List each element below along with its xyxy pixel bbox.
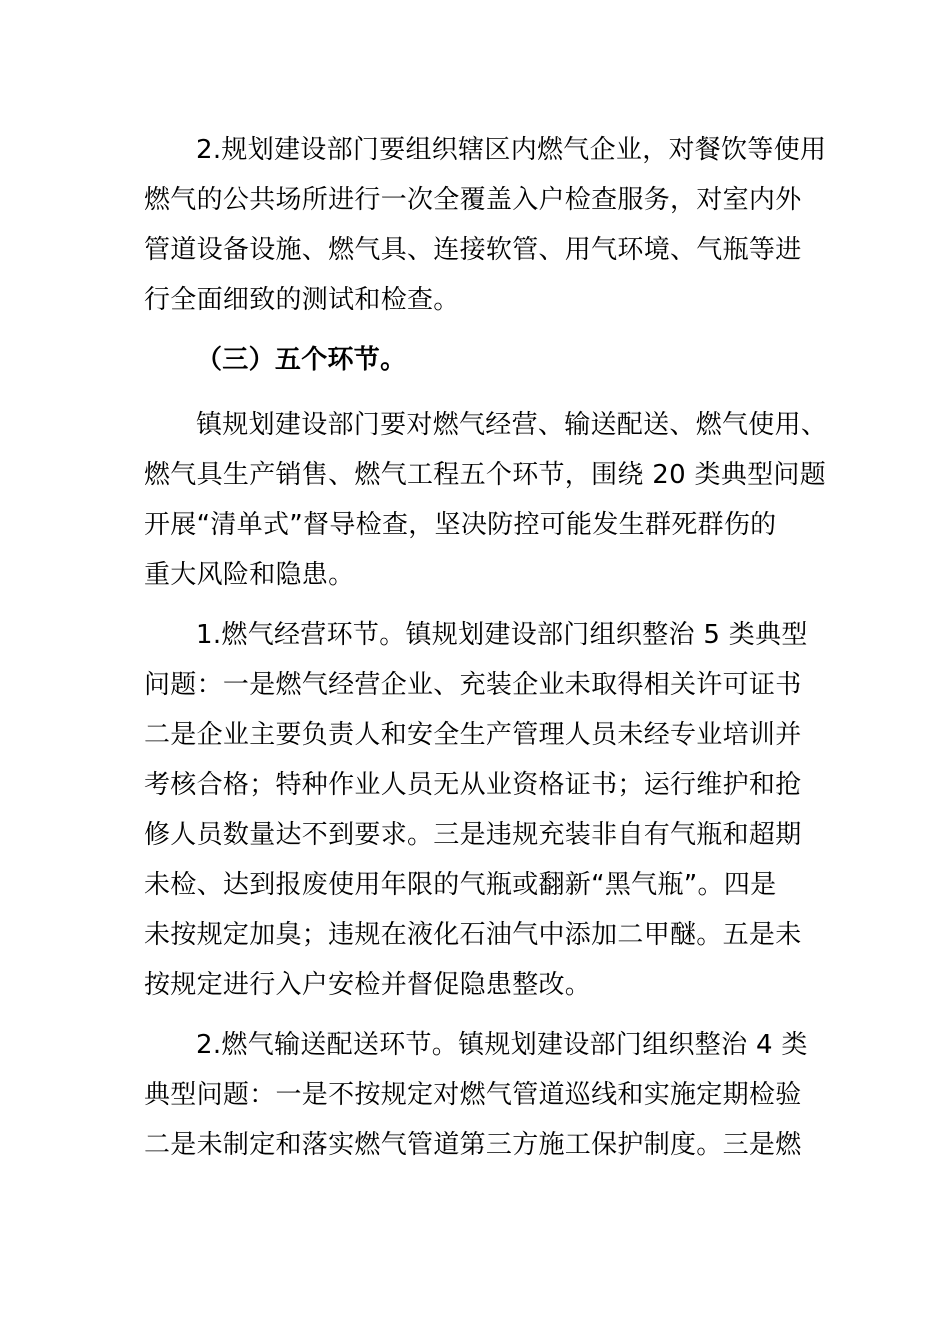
paragraph-3-line-7: 未按规定加臭；违规在液化石油气中添加二甲醚。五是未 <box>144 920 802 950</box>
paragraph-4-line-3: 二是未制定和落实燃气管道第三方施工保护制度。三是燃 <box>144 1130 802 1160</box>
paragraph-1-line-3: 管道设备设施、燃气具、连接软管、用气环境、气瓶等进 <box>144 235 802 265</box>
paragraph-1-line-4: 行全面细致的测试和检查。 <box>144 285 460 315</box>
paragraph-1-line-2: 燃气的公共场所进行一次全覆盖入户检查服务，对室内外 <box>144 185 802 215</box>
section-heading: （三）五个环节。 <box>196 345 407 375</box>
paragraph-2-line-4: 重大风险和隐患。 <box>144 560 355 590</box>
paragraph-3-line-5: 修人员数量达不到要求。三是违规充装非自有气瓶和超期 <box>144 820 802 850</box>
paragraph-4-line-1: 2.燃气输送配送环节。镇规划建设部门组织整治 4 类 <box>196 1030 808 1060</box>
paragraph-3-line-6: 未检、达到报废使用年限的气瓶或翻新“黑气瓶”。四是 <box>144 870 777 900</box>
paragraph-2-line-2: 燃气具生产销售、燃气工程五个环节，围绕 20 类典型问题 <box>144 460 827 490</box>
paragraph-2-line-1: 镇规划建设部门要对燃气经营、输送配送、燃气使用、 <box>196 410 828 440</box>
paragraph-3-line-1: 1.燃气经营环节。镇规划建设部门组织整治 5 类典型 <box>196 620 808 650</box>
paragraph-3-line-3: 二是企业主要负责人和安全生产管理人员未经专业培训并 <box>144 720 802 750</box>
paragraph-2-line-3: 开展“清单式”督导检查，坚决防控可能发生群死群伤的 <box>144 510 777 540</box>
paragraph-3-line-4: 考核合格；特种作业人员无从业资格证书；运行维护和抢 <box>144 770 802 800</box>
paragraph-3-line-8: 按规定进行入户安检并督促隐患整改。 <box>144 970 592 1000</box>
paragraph-4-line-2: 典型问题：一是不按规定对燃气管道巡线和实施定期检验 <box>144 1080 802 1110</box>
paragraph-1-line-1: 2.规划建设部门要组织辖区内燃气企业，对餐饮等使用 <box>196 135 827 165</box>
paragraph-3-line-2: 问题：一是燃气经营企业、充装企业未取得相关许可证书 <box>144 670 802 700</box>
